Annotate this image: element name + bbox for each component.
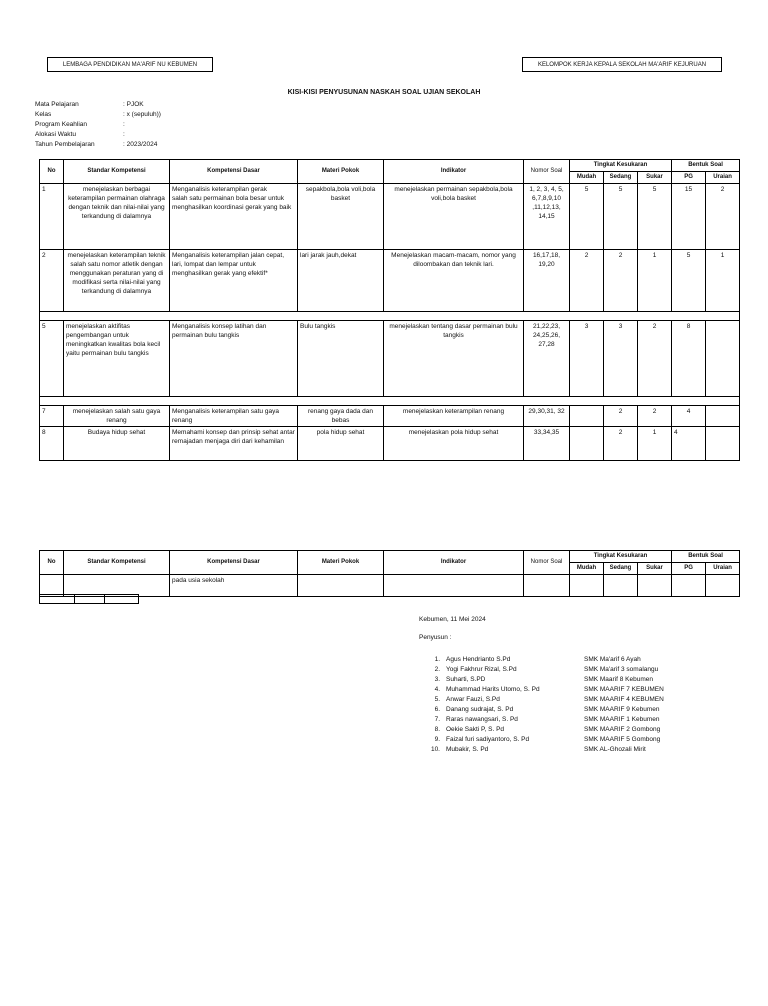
info-label: Tahun Pembelajaran <box>35 141 95 148</box>
info-label: Program Keahlian <box>35 121 88 128</box>
cell-materi <box>298 575 384 597</box>
cell-uraian <box>706 321 740 397</box>
cell-mudah <box>570 575 604 597</box>
cell-indikator: menejelaskan tentang dasar permainan bulu tangkis <box>384 321 524 397</box>
col-nomor-soal: Nomor Soal <box>524 160 570 184</box>
info-label: Mata Pelajaran <box>35 101 79 108</box>
signer-name: Mubakir, S. Pd <box>446 746 489 753</box>
cell-no: 2 <box>40 250 64 312</box>
info-value: : 2023/2024 <box>123 141 158 148</box>
cell-nomor: 16,17,18, 19,20 <box>524 250 570 312</box>
cell-materi: sepakbola,bola voli,bola basket <box>298 184 384 250</box>
signer-number: 2. <box>434 666 440 673</box>
info-value: : PJOK <box>123 101 144 108</box>
cell-indikator: menejelaskan pola hidup sehat <box>384 427 524 461</box>
list-item <box>428 675 664 685</box>
col-sedang: Sedang <box>604 172 638 184</box>
signer-school: SMK MAARIF 4 KEBUMEN <box>584 696 664 703</box>
table-stub <box>104 594 139 604</box>
signer-school: SMK MAARIF 2 Gombong <box>584 726 661 733</box>
cell-nomor <box>524 575 570 597</box>
institution-label: LEMBAGA PENDIDIKAN MA'ARIF NU KEBUMEN <box>62 61 198 68</box>
cell-kd: Menganalisis keterampilan gerak salah satu permainan bola besar untuk menghasilkan koordinasi gerak yang baik <box>170 184 298 250</box>
cell-sukar: 2 <box>638 321 672 397</box>
table-row <box>40 406 740 427</box>
signer-number: 10. <box>430 746 440 753</box>
cell-nomor: 29,30,31, 32 <box>524 406 570 427</box>
col-kompetensi-dasar: Kompetensi Dasar <box>170 160 298 184</box>
col-nomor-soal: Nomor Soal <box>524 551 570 575</box>
cell-sk: menejelaskan keterampilan teknik salah satu nomor atletik dengan menggunakan peraturan yang di modifikasi serta nilai-nilai yang terkandung di dalamnya <box>64 250 170 312</box>
col-uraian: Uraian <box>706 563 740 575</box>
table-row <box>40 250 740 312</box>
table-row <box>40 184 740 250</box>
kisi-kisi-table <box>39 159 740 461</box>
signature-block <box>419 615 486 643</box>
cell-indikator <box>384 575 524 597</box>
list-item <box>428 695 664 705</box>
cell-pg: 5 <box>672 250 706 312</box>
spacer-row <box>40 397 740 406</box>
cell-uraian <box>706 427 740 461</box>
list-item <box>428 685 664 695</box>
signer-name: Agus Hendrianto S.Pd <box>446 656 511 663</box>
col-standar-kompetensi: Standar Kompetensi <box>64 160 170 184</box>
cell-sedang: 2 <box>604 406 638 427</box>
info-row-program <box>35 120 161 130</box>
col-standar-kompetensi: Standar Kompetensi <box>64 551 170 575</box>
col-materi-pokok: Materi Pokok <box>298 160 384 184</box>
cell-kd: Menganalisis konsep latihan dan permainan bulu tangkis <box>170 321 298 397</box>
cell-uraian: 2 <box>706 184 740 250</box>
col-sukar: Sukar <box>638 172 672 184</box>
cell-pg: 15 <box>672 184 706 250</box>
signer-number: 1. <box>434 656 440 663</box>
working-group-label: KELOMPOK KERJA KEPALA SEKOLAH MA'ARIF KEJURUAN <box>537 61 707 68</box>
signer-number: 8. <box>434 726 440 733</box>
info-row-subject <box>35 100 161 110</box>
signer-number: 6. <box>434 706 440 713</box>
cell-nomor: 1, 2, 3, 4, 5, 6,7,8,9,10 ,11,12,13, 14,15 <box>524 184 570 250</box>
cell-mudah: 5 <box>570 184 604 250</box>
signer-school: SMK Maarif 8 Kebumen <box>584 676 654 683</box>
table-stub <box>74 594 105 604</box>
cell-sukar: 5 <box>638 184 672 250</box>
list-item <box>428 665 664 675</box>
info-label: Kelas <box>35 111 52 118</box>
cell-uraian: 1 <box>706 250 740 312</box>
signer-name: Suharti, S.PD <box>446 676 486 683</box>
col-bentuk-soal: Bentuk Soal <box>672 551 740 563</box>
col-indikator: Indikator <box>384 160 524 184</box>
penyusun-label: Penyusun : <box>419 634 452 641</box>
info-row-class <box>35 110 161 120</box>
cell-kd: Memahami konsep dan prinsip sehat antar remajadan menjaga diri dari kehamilan <box>170 427 298 461</box>
cell-nomor: 33,34,35 <box>524 427 570 461</box>
cell-mudah <box>570 406 604 427</box>
cell-pg <box>672 575 706 597</box>
cell-pg: 4 <box>672 427 706 461</box>
cell-sedang: 5 <box>604 184 638 250</box>
cell-mudah <box>570 427 604 461</box>
kisi-kisi-table-continued <box>39 550 740 597</box>
signer-name: Faizal furi sadiyantoro, S. Pd <box>446 736 530 743</box>
cell-sk: menejelaskan aktifitas pengembangan untuk meningkatkan kwalitas bola kecil yaitu permainan bulu tangkis <box>64 321 170 397</box>
cell-sukar: 2 <box>638 406 672 427</box>
col-tingkat-kesukaran: Tingkat Kesukaran <box>570 160 672 172</box>
signer-school: SMK MAARIF 1 Kebumen <box>584 716 660 723</box>
cell-no: 1 <box>40 184 64 250</box>
list-item <box>428 725 664 735</box>
signer-name: Oekie Sakti P, S. Pd <box>446 726 505 733</box>
signer-school: SMK AL-Ghozali Mirit <box>584 746 646 753</box>
col-pg: PG <box>672 172 706 184</box>
signer-number: 4. <box>434 686 440 693</box>
col-sedang: Sedang <box>604 563 638 575</box>
cell-kd: Menganalisis keterampilan satu gaya renang <box>170 406 298 427</box>
cell-nomor: 21,22,23, 24,25,26, 27,28 <box>524 321 570 397</box>
cell-sukar: 1 <box>638 250 672 312</box>
col-indikator: Indikator <box>384 551 524 575</box>
signer-name: Danang sudrajat, S. Pd <box>446 706 514 713</box>
info-label: Alokasi Waktu <box>35 131 76 138</box>
signer-school: SMK MAARIF 7 KEBUMEN <box>584 686 664 693</box>
col-materi-pokok: Materi Pokok <box>298 551 384 575</box>
list-item <box>428 655 664 665</box>
col-tingkat-kesukaran: Tingkat Kesukaran <box>570 551 672 563</box>
signer-school: SMK Ma'arif 3 somalangu <box>584 666 659 673</box>
document-title: KISI-KISI PENYUSUNAN NASKAH SOAL UJIAN SEKOLAH <box>287 89 481 96</box>
list-item <box>428 745 664 755</box>
header-row <box>40 160 740 172</box>
cell-materi: Bulu tangkis <box>298 321 384 397</box>
cell-materi: pola hidup sehat <box>298 427 384 461</box>
signer-number: 9. <box>434 736 440 743</box>
cell-sk: menejelaskan berbagai keterampilan permainan olahraga dengan teknik dan nilai-nilai yang terkandung di dalamnya <box>64 184 170 250</box>
cell-indikator: menejelaskan keterampilan renang <box>384 406 524 427</box>
cell-no: 5 <box>40 321 64 397</box>
cell-sk: menejelaskan salah satu gaya renang <box>64 406 170 427</box>
cell-no: 7 <box>40 406 64 427</box>
table-row <box>40 427 740 461</box>
cell-sk: Budaya hidup sehat <box>64 427 170 461</box>
col-uraian: Uraian <box>706 172 740 184</box>
cell-mudah: 3 <box>570 321 604 397</box>
col-mudah: Mudah <box>570 563 604 575</box>
cell-sedang: 2 <box>604 250 638 312</box>
signer-number: 3. <box>434 676 440 683</box>
cell-sedang: 2 <box>604 427 638 461</box>
col-sukar: Sukar <box>638 563 672 575</box>
signer-name: Yogi Fakhrur Rizal, S.Pd <box>446 666 517 673</box>
list-item <box>428 735 664 745</box>
cell-uraian <box>706 406 740 427</box>
table-row <box>40 321 740 397</box>
signer-name: Raras nawangsari, S. Pd <box>446 716 518 723</box>
cell-mudah: 2 <box>570 250 604 312</box>
cell-pg: 8 <box>672 321 706 397</box>
table-stub <box>39 594 75 604</box>
cell-no: 8 <box>40 427 64 461</box>
signer-number: 5. <box>434 696 440 703</box>
institution-box <box>47 57 213 72</box>
list-item <box>428 715 664 725</box>
list-item <box>428 705 664 715</box>
signer-name: Muhammad Harits Utomo, S. Pd <box>446 686 540 693</box>
cell-sukar <box>638 575 672 597</box>
col-no: No <box>40 551 64 575</box>
cell-sedang <box>604 575 638 597</box>
cell-materi: renang gaya dada dan bebas <box>298 406 384 427</box>
cell-indikator: menejelaskan permainan sepakbola,bola voli,bola basket <box>384 184 524 250</box>
col-bentuk-soal: Bentuk Soal <box>672 160 740 172</box>
info-value: : <box>123 121 125 128</box>
place-date: Kebumen, 11 Mei 2024 <box>419 616 486 623</box>
info-row-year <box>35 140 161 150</box>
working-group-box <box>522 57 722 72</box>
col-pg: PG <box>672 563 706 575</box>
cell-uraian <box>706 575 740 597</box>
table-row <box>40 575 740 597</box>
info-value: : x (sepuluh)) <box>123 111 161 118</box>
col-no: No <box>40 160 64 184</box>
cell-kd: Menganalisis keterampilan jalan cepat, lari, lompat dan lempar untuk menghasilkan gerak yang efektif* <box>170 250 298 312</box>
signer-school: SMK MAARIF 9 Kebumen <box>584 706 660 713</box>
cell-materi: lari jarak jauh,dekat <box>298 250 384 312</box>
signer-name: Anwar Fauzi, S.Pd <box>446 696 500 703</box>
header-row <box>40 551 740 563</box>
cell-pg: 4 <box>672 406 706 427</box>
cell-indikator: Menejelaskan macam-macam, nomor yang diloombakan dan teknik lari. <box>384 250 524 312</box>
signer-school: SMK MAARIF 5 Gombong <box>584 736 661 743</box>
cell-sedang: 3 <box>604 321 638 397</box>
info-row-time <box>35 130 161 140</box>
subject-info <box>35 100 161 150</box>
info-value: : <box>123 131 125 138</box>
col-kompetensi-dasar: Kompetensi Dasar <box>170 551 298 575</box>
signer-list <box>428 655 664 755</box>
spacer-row <box>40 312 740 321</box>
cell-sukar: 1 <box>638 427 672 461</box>
signer-number: 7. <box>434 716 440 723</box>
signer-school: SMK Ma'arif 6 Ayah <box>584 656 641 663</box>
col-mudah: Mudah <box>570 172 604 184</box>
cell-kd: pada usia sekolah <box>170 575 298 597</box>
